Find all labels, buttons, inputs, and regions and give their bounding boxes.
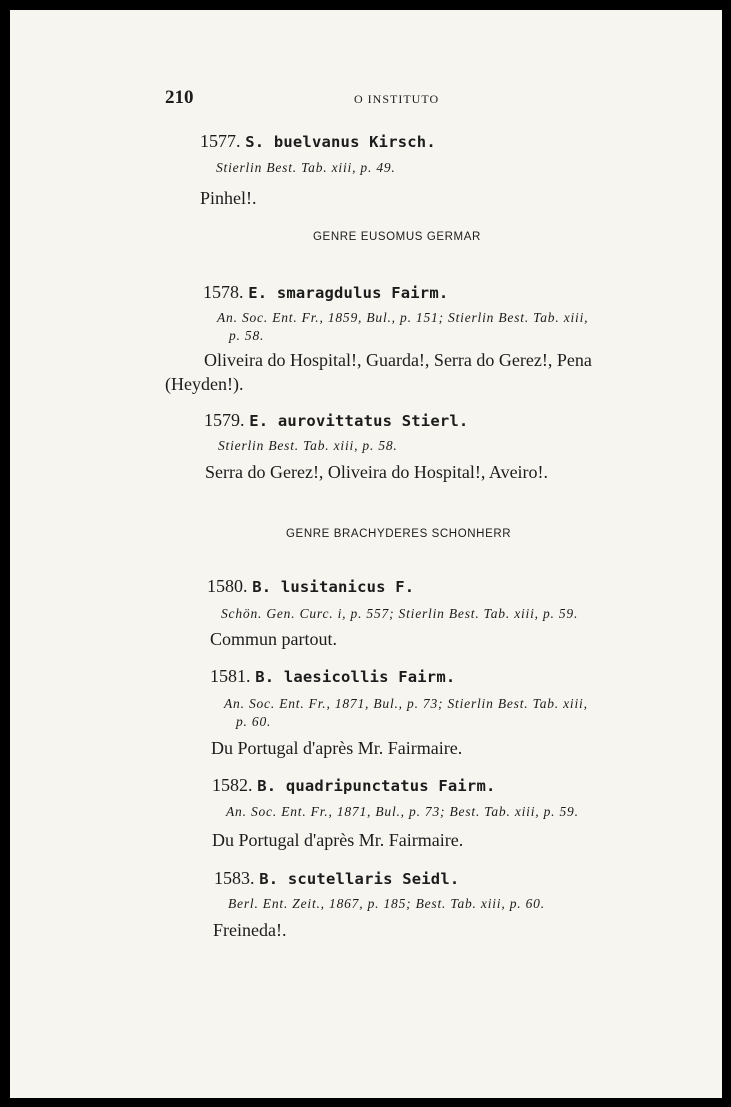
bibliographic-reference: An. Soc. Ent. Fr., 1871, Bul., p. 73; Stierlin Best. Tab. xiii,	[224, 696, 588, 711]
species-name: S. buelvanus Kirsch.	[245, 133, 436, 151]
locality-text: Serra do Gerez!, Oliveira do Hospital!, Aveiro!.	[205, 462, 549, 482]
species-number: 1581.	[210, 666, 251, 686]
species-title	[200, 131, 436, 152]
species-number: 1582.	[212, 775, 253, 795]
species-number: 1583.	[214, 868, 255, 888]
species-name: E. smaragdulus Fairm.	[248, 284, 449, 302]
bibliographic-reference: Stierlin Best. Tab. xiii, p. 49.	[216, 160, 396, 175]
species-name: B. scutellaris Seidl.	[259, 870, 460, 888]
locality-text: Du Portugal d'après Mr. Fairmaire.	[211, 738, 463, 758]
species-name: E. aurovittatus Stierl.	[249, 412, 469, 430]
species-title	[210, 666, 455, 687]
species-name: B. lusitanicus F.	[252, 578, 415, 596]
running-title: O INSTITUTO	[354, 92, 440, 106]
page-number: 210	[165, 87, 194, 108]
genre-heading: GENRE EUSOMUS GERMAR	[313, 231, 481, 243]
species-title	[204, 410, 468, 431]
bibliographic-reference: Schön. Gen. Curc. i, p. 557; Stierlin Best. Tab. xiii, p. 59.	[221, 606, 579, 621]
locality-text: Commun partout.	[210, 629, 337, 649]
species-title	[207, 576, 414, 597]
bibliographic-reference-continued: p. 60.	[236, 714, 272, 729]
species-name: B. quadripunctatus Fairm.	[257, 777, 496, 795]
locality-text: Oliveira do Hospital!, Guarda!, Serra do Gerez!, Pena	[204, 350, 592, 370]
locality-text-continued: (Heyden!).	[165, 374, 244, 394]
species-number: 1580.	[207, 576, 248, 596]
bibliographic-reference: An. Soc. Ent. Fr., 1871, Bul., p. 73; Best. Tab. xiii, p. 59.	[226, 804, 579, 819]
species-title	[212, 775, 496, 796]
species-number: 1577.	[200, 131, 241, 151]
species-title	[203, 282, 448, 303]
locality-text: Du Portugal d'après Mr. Fairmaire.	[212, 830, 464, 850]
bibliographic-reference-continued: p. 58.	[229, 328, 265, 343]
locality-text: Pinhel!.	[200, 188, 257, 208]
bibliographic-reference: Stierlin Best. Tab. xiii, p. 58.	[218, 438, 398, 453]
bibliographic-reference: Berl. Ent. Zeit., 1867, p. 185; Best. Tab. xiii, p. 60.	[228, 896, 545, 911]
bibliographic-reference: An. Soc. Ent. Fr., 1859, Bul., p. 151; Stierlin Best. Tab. xiii,	[217, 310, 589, 325]
species-number: 1578.	[203, 282, 244, 302]
species-number: 1579.	[204, 410, 245, 430]
species-name: B. laesicollis Fairm.	[255, 668, 456, 686]
book-page	[10, 10, 722, 1098]
genre-heading: GENRE BRACHYDERES SCHONHERR	[286, 528, 512, 540]
species-title	[214, 868, 459, 889]
locality-text: Freineda!.	[213, 920, 287, 940]
